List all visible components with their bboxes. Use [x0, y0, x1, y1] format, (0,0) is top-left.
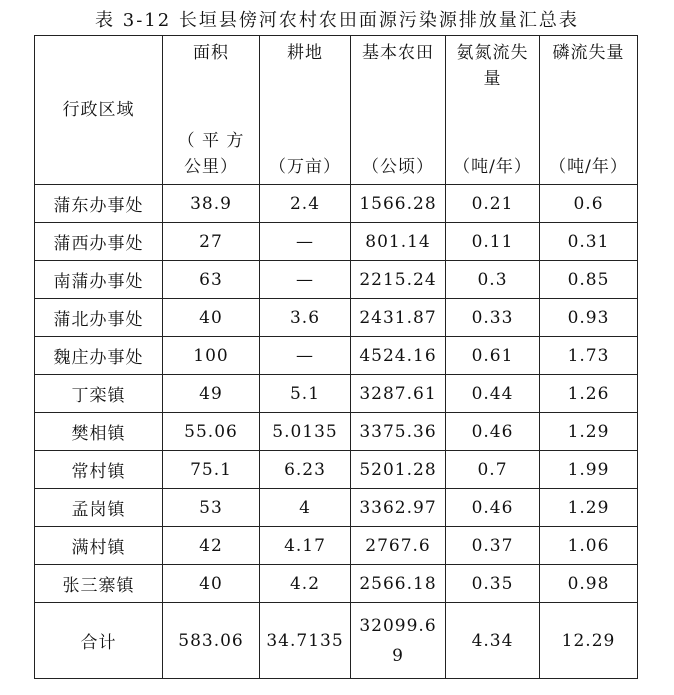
cell-farmland: —: [260, 337, 351, 375]
header-nitrogen-label: 氨氮流失量: [456, 43, 529, 89]
cell-farmland: —: [260, 223, 351, 261]
cell-phosphorus: 0.6: [540, 185, 638, 223]
cell-phosphorus: 1.26: [540, 375, 638, 413]
header-nitrogen-unit: （吨/年）: [453, 157, 532, 177]
header-area-label: 面积: [193, 43, 229, 63]
cell-basic: 4524.16: [351, 337, 446, 375]
header-farmland: [260, 36, 351, 185]
cell-area: 40: [163, 565, 260, 603]
cell-farmland: —: [260, 261, 351, 299]
cell-region: 孟岗镇: [35, 489, 163, 527]
cell-nitrogen: 0.37: [446, 527, 540, 565]
cell-farmland: 3.6: [260, 299, 351, 337]
cell-phosphorus: 0.98: [540, 565, 638, 603]
cell-nitrogen: 0.44: [446, 375, 540, 413]
cell-area: 42: [163, 527, 260, 565]
cell-nitrogen: 0.61: [446, 337, 540, 375]
header-basic-label: 基本农田: [362, 43, 434, 63]
table-row: [35, 185, 638, 223]
cell-area: 38.9: [163, 185, 260, 223]
table-row: [35, 375, 638, 413]
header-phosphorus-label: 磷流失量: [552, 43, 625, 63]
total-basic: 32099.69: [351, 603, 446, 679]
cell-phosphorus: 1.29: [540, 489, 638, 527]
cell-region: 丁栾镇: [35, 375, 163, 413]
cell-phosphorus: 0.93: [540, 299, 638, 337]
header-phosphorus-unit: （吨/年）: [549, 157, 628, 177]
cell-phosphorus: 1.73: [540, 337, 638, 375]
cell-nitrogen: 0.3: [446, 261, 540, 299]
cell-region: 常村镇: [35, 451, 163, 489]
cell-farmland: 6.23: [260, 451, 351, 489]
cell-region: 魏庄办事处: [35, 337, 163, 375]
total-label: 合计: [35, 603, 163, 679]
total-nitrogen: 4.34: [446, 603, 540, 679]
cell-area: 55.06: [163, 413, 260, 451]
table-row: [35, 489, 638, 527]
cell-area: 53: [163, 489, 260, 527]
table-row: [35, 451, 638, 489]
header-farmland-unit: （万亩）: [269, 157, 341, 177]
table-row: [35, 223, 638, 261]
cell-basic: 3375.36: [351, 413, 446, 451]
header-farmland-label: 耕地: [287, 43, 323, 63]
header-nitrogen-loss: [446, 36, 540, 185]
cell-phosphorus: 1.99: [540, 451, 638, 489]
cell-phosphorus: 1.06: [540, 527, 638, 565]
cell-basic: 2566.18: [351, 565, 446, 603]
cell-area: 100: [163, 337, 260, 375]
cell-farmland: 4: [260, 489, 351, 527]
header-region: 行政区域: [35, 36, 163, 185]
header-row: [35, 36, 638, 185]
cell-basic: 3287.61: [351, 375, 446, 413]
header-area-unit: （ 平 方 公里）: [177, 131, 245, 177]
cell-region: 蒲西办事处: [35, 223, 163, 261]
cell-farmland: 4.2: [260, 565, 351, 603]
cell-region: 蒲北办事处: [35, 299, 163, 337]
table-row: [35, 299, 638, 337]
cell-farmland: 5.1: [260, 375, 351, 413]
cell-farmland: 5.0135: [260, 413, 351, 451]
cell-basic: 5201.28: [351, 451, 446, 489]
cell-basic: 1566.28: [351, 185, 446, 223]
total-area: 583.06: [163, 603, 260, 679]
header-phosphorus-loss: [540, 36, 638, 185]
cell-area: 27: [163, 223, 260, 261]
header-basic-unit: （公顷）: [362, 157, 434, 177]
table-row: [35, 527, 638, 565]
cell-area: 40: [163, 299, 260, 337]
cell-region: 樊相镇: [35, 413, 163, 451]
cell-phosphorus: 0.31: [540, 223, 638, 261]
cell-nitrogen: 0.11: [446, 223, 540, 261]
cell-basic: 2431.87: [351, 299, 446, 337]
header-basic-farmland: [351, 36, 446, 185]
table-row: [35, 413, 638, 451]
cell-basic: 801.14: [351, 223, 446, 261]
cell-nitrogen: 0.35: [446, 565, 540, 603]
cell-phosphorus: 1.29: [540, 413, 638, 451]
cell-nitrogen: 0.33: [446, 299, 540, 337]
cell-area: 49: [163, 375, 260, 413]
cell-nitrogen: 0.21: [446, 185, 540, 223]
cell-basic: 2215.24: [351, 261, 446, 299]
table-row: [35, 565, 638, 603]
cell-area: 75.1: [163, 451, 260, 489]
pollution-summary-table: [34, 35, 638, 679]
cell-farmland: 4.17: [260, 527, 351, 565]
cell-basic: 2767.6: [351, 527, 446, 565]
table-row: [35, 261, 638, 299]
cell-nitrogen: 0.46: [446, 413, 540, 451]
cell-farmland: 2.4: [260, 185, 351, 223]
cell-area: 63: [163, 261, 260, 299]
table-row: [35, 337, 638, 375]
cell-region: 蒲东办事处: [35, 185, 163, 223]
cell-phosphorus: 0.85: [540, 261, 638, 299]
total-phosphorus: 12.29: [540, 603, 638, 679]
total-farmland: 34.7135: [260, 603, 351, 679]
header-area: [163, 36, 260, 185]
cell-nitrogen: 0.7: [446, 451, 540, 489]
cell-nitrogen: 0.46: [446, 489, 540, 527]
cell-region: 满村镇: [35, 527, 163, 565]
total-row: [35, 603, 638, 679]
cell-basic: 3362.97: [351, 489, 446, 527]
cell-region: 张三寨镇: [35, 565, 163, 603]
table-title: 表 3-12 长垣县傍河农村农田面源污染源排放量汇总表: [95, 10, 579, 31]
cell-region: 南蒲办事处: [35, 261, 163, 299]
